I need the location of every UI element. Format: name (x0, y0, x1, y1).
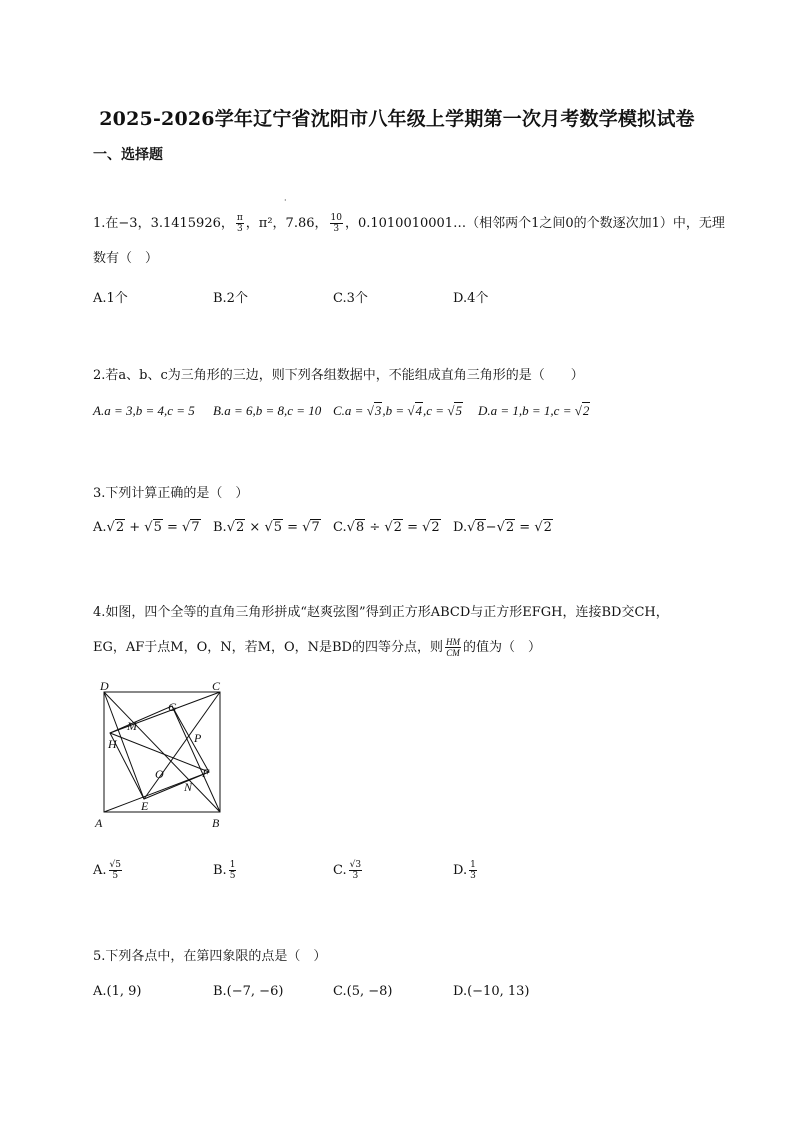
q4-option-a[interactable]: A. $\frac{√5}{5}$ (93, 860, 121, 881)
q4-fraction-hm-over-cm: $\frac{HM}{CM}$ (445, 637, 460, 658)
q1-options (93, 287, 713, 309)
repeating-decimal-dot: · (284, 196, 287, 205)
q2-options (93, 403, 713, 425)
q1-option-a[interactable]: A.1个 (93, 291, 128, 306)
label-m: M (127, 719, 137, 733)
page-title: 2025-2026学年辽宁省沈阳市八年级上学期第一次月考数学模拟试卷 (99, 108, 695, 130)
q5-stem: 5.下列各点中，在第四象限的点是（ ） (93, 949, 327, 964)
q4-option-c[interactable]: C. $\frac{√3}{3}$ (333, 860, 362, 881)
q1-stem-line1: 1.在−3，3.1415926， $\frac{\pi}{3}$ ，π²，7.86， $\frac{10}{3}$ ，0.1010010001…（相邻两个1之间0的个数逐次加1）中，无理 (93, 213, 725, 234)
sqrt-symbol: √5 (447, 403, 462, 418)
q1-fraction-10-over-3: $\frac{10}{3}$ (330, 213, 342, 234)
q4-option-b[interactable]: B. $\frac{1}{5}$ (213, 860, 236, 881)
q1-fraction-pi-over-3: $\frac{\pi}{3}$ (236, 213, 243, 234)
label-f: F (202, 766, 210, 780)
q5-options (93, 984, 713, 1006)
q5-option-c[interactable]: C.(5, −8) (333, 984, 393, 999)
zhao-shuang-diagram (92, 680, 232, 830)
section-heading: 一、选择题 (93, 147, 163, 163)
q2-stem: 2.若a、b、c为三角形的三边，则下列各组数据中，不能组成直角三角形的是（ ） (93, 368, 584, 383)
q4-options (93, 860, 713, 890)
label-d: D (100, 680, 109, 693)
label-c: C (212, 680, 221, 693)
q2-option-b[interactable]: B.a = 6,b = 8,c = 10 (213, 403, 322, 418)
q1-option-d[interactable]: D.4个 (453, 291, 489, 306)
q2-option-d[interactable]: D.a = 1,b = 1,c = √2 (478, 403, 590, 418)
sqrt-symbol: √2 (574, 403, 590, 418)
q4-stem-line2: EG，AF于点M，O，N，若M，O，N是BD的四等分点，则 $\frac{HM}{CM}$ 的值为（ ） (93, 637, 541, 658)
label-b: B (212, 816, 220, 830)
q3-option-d[interactable]: D.√8−√2 = √2 (453, 520, 552, 535)
q3-stem: 3.下列计算正确的是（ ） (93, 486, 249, 501)
q3-option-b[interactable]: B.√2 × √5 = √7 (213, 520, 320, 535)
label-g: G (168, 700, 177, 714)
q3-options (93, 520, 713, 542)
q4-option-d[interactable]: D. $\frac{1}{3}$ (453, 860, 476, 881)
q4-stem-line1: 4.如图，四个全等的直角三角形拼成“赵爽弦图”得到正方形ABCD与正方形EFGH，连接BD交CH， (93, 605, 669, 620)
q5-option-d[interactable]: D.(−10, 13) (453, 984, 530, 999)
label-n: N (184, 780, 193, 794)
q1-stem-line2: 数有（ ） (93, 251, 159, 266)
sqrt-symbol: √4 (407, 403, 423, 418)
q2-option-a[interactable]: A.a = 3,b = 4,c = 5 (93, 403, 195, 418)
q1-option-c[interactable]: C.3个 (333, 291, 368, 306)
label-o: O (155, 767, 164, 781)
q2-option-c[interactable]: C.a = √3,b = √4,c = √5 (333, 403, 462, 418)
q1-option-b[interactable]: B.2个 (213, 291, 248, 306)
label-a: A (95, 816, 103, 830)
label-e: E (141, 799, 149, 813)
sqrt-symbol: √3 (366, 403, 382, 418)
q3-option-a[interactable]: A.√2 + √5 = √7 (93, 520, 200, 535)
q5-option-a[interactable]: A.(1, 9) (93, 984, 142, 999)
q5-option-b[interactable]: B.(−7, −6) (213, 984, 284, 999)
label-h: H (108, 737, 117, 751)
geometry-figure (92, 680, 232, 830)
label-p: P (194, 731, 202, 745)
q3-option-c[interactable]: C.√8 ÷ √2 = √2 (333, 520, 440, 535)
